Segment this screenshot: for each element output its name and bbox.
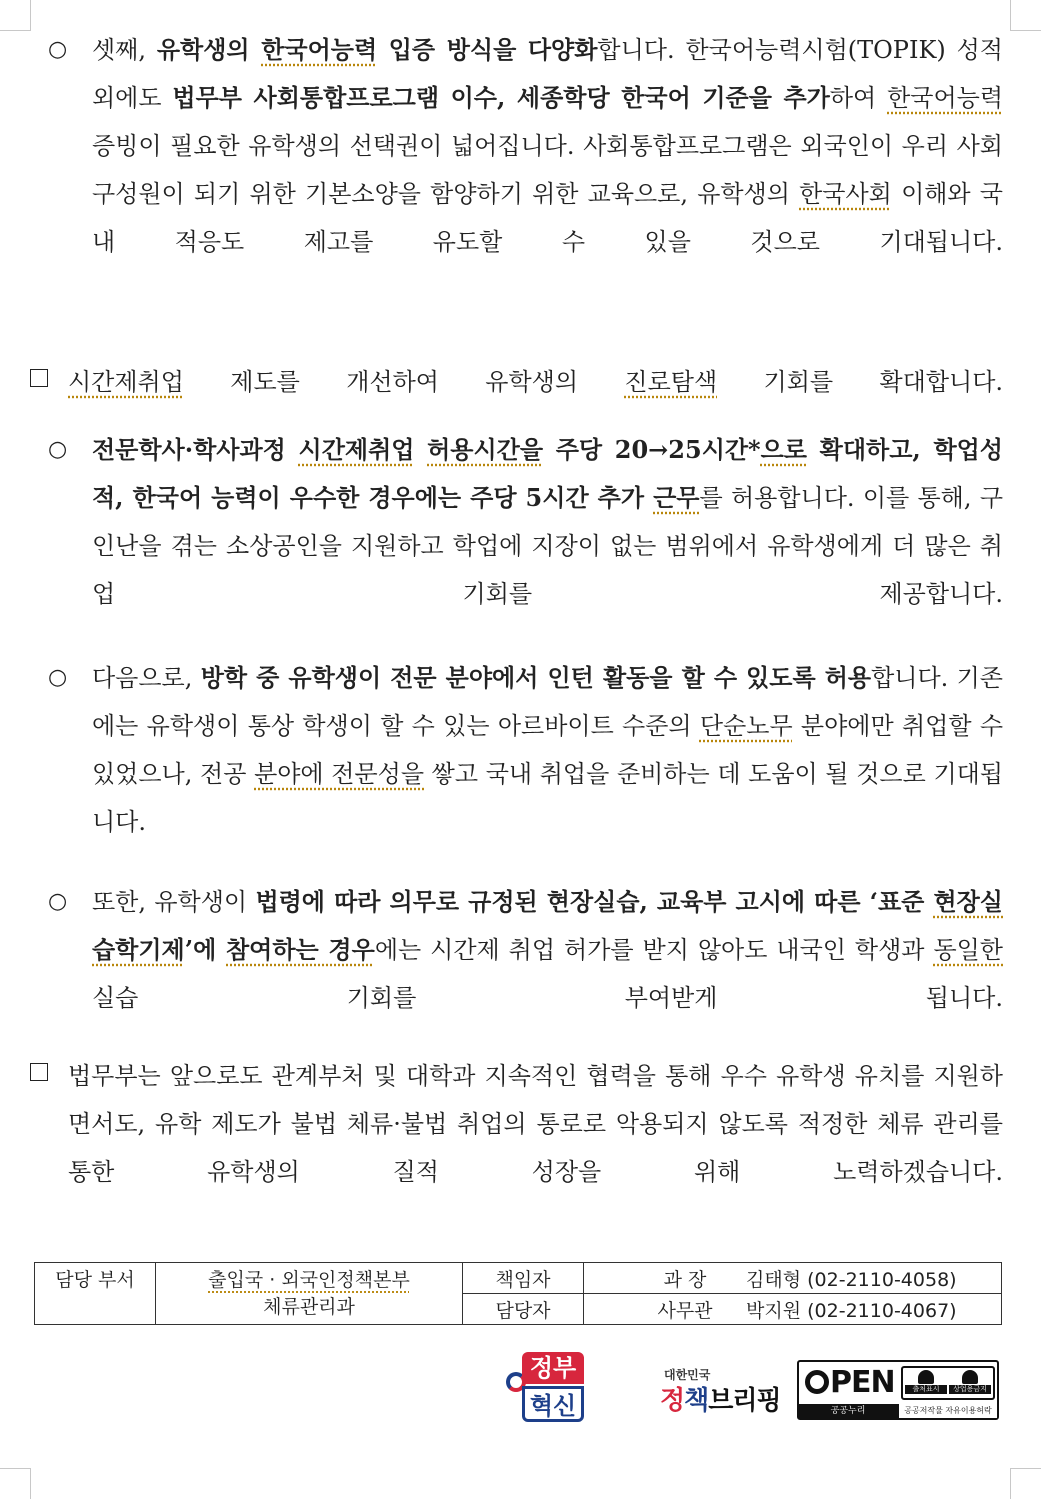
circle-bullet-icon: ○ [48,889,68,914]
open-left-label: 공공누리 [799,1404,897,1418]
crop-mark-bottom-right [1010,1468,1041,1499]
policy-briefing-logo [660,1366,790,1426]
contact-table [34,1262,1002,1325]
government-innovation-logo [506,1350,588,1428]
briefing-main-text: 정책브리핑 [660,1386,781,1416]
crop-mark-top-left [0,0,31,31]
bullet-item-field-practice [48,878,1003,1070]
contact-person: 김태형 (02-2110-4058) [746,1268,957,1291]
square-bullet-icon [30,369,48,387]
paragraph-text: 또한, 유학생이 법령에 따라 의무로 규정된 현장실습, 교육부 고시에 따른 ‘표준 현장실습학기제’에 참여하는 경우에는 시간제 취업 허가를 받지 않아도 내국인 학생과 동일한 실습 기회를 부여받게 됩니다. [92,887,1003,1012]
bullet-item-internship [48,654,1003,894]
contact-person: 박지원 (02-2110-4067) [746,1299,957,1322]
briefing-small-text: 대한민국 [664,1368,711,1382]
dept-label-cell: 담당 부서 [35,1263,156,1325]
contact-title: 과 장 [663,1268,707,1291]
closing-statement [30,1052,1003,1244]
dept-name-cell [156,1263,463,1325]
square-bullet-icon [30,1063,48,1081]
open-wordmark: PEN [805,1366,895,1400]
dept-line-1: 출입국 · 외국인정책본부 [208,1269,410,1291]
paragraph-text: 전문학사·학사과정 시간제취업 허용시간을 주당 20→25시간*으로 확대하고, 학업성적, 한국어 능력이 우수한 경우에는 주당 5시간 추가 근무를 허용합니다. 이를 통해, 구인난을 겪는 소상공인을 지원하고 학업에 지장이 없는 범위에서 유학생에게 더 많은 취업 기회를 제공합니다. [92,435,1003,608]
role-label-cell: 담당자 [463,1294,584,1325]
circle-bullet-icon: ○ [48,437,68,462]
dept-line-2: 체류관리과 [263,1296,355,1318]
closing-text: 법무부는 앞으로도 관계부처 및 대학과 지속적인 협력을 통해 우수 유학생 유치를 지원하면서도, 유학 제도가 불법 체류·불법 취업의 통로로 악용되지 않도록 적정한 체류 관리를 통한 유학생의 질적 성장을 위해 노력하겠습니다. [68,1062,1003,1186]
license-icons [901,1366,995,1400]
gov-logo-top-text: 정부 [522,1352,584,1384]
paragraph-text: 셋째, 유학생의 한국어능력 입증 방식을 다양화합니다. 한국어능력시험(TOPIK) 성적 외에도 법무부 사회통합프로그램 이수, 세종학당 한국어 기준을 추가하여 한국어능력 증빙이 필요한 유학생의 선택권이 넓어집니다. 사회통합프로그램은 외국인이 우리 사회 구성원이 되기 위한 기본소양을 함양하기 위한 교육으로, 유학생의 한국사회 이해와 국내 적응도 제고를 유도할 수 있을 것으로 기대됩니다. [92,35,1003,256]
circle-bullet-icon: ○ [48,665,68,690]
gov-logo-bottom-text: 혁신 [522,1386,584,1422]
role-label-cell: 책임자 [463,1263,584,1294]
contact-title: 사무관 [657,1299,713,1322]
circle-bullet-icon: ○ [48,37,68,62]
non-commercial-icon: 상업용금지 [949,1370,991,1396]
open-right-label: 공공저작물 자유이용허락 [897,1404,997,1418]
contact-person-cell [584,1263,1002,1294]
bullet-item-language-proof [48,26,1003,314]
open-license-logo [797,1360,999,1420]
contact-person-cell [584,1294,1002,1325]
bullet-item-work-hours [48,426,1003,666]
open-o-icon [805,1370,829,1394]
crop-mark-top-right [1010,0,1041,31]
crop-mark-bottom-left [0,1468,31,1499]
attribution-icon: 출처표시 [905,1370,947,1396]
heading-text: 시간제취업 제도를 개선하여 유학생의 진로탐색 기회를 확대합니다. [68,368,1004,396]
paragraph-text: 다음으로, 방학 중 유학생이 전문 분야에서 인턴 활동을 할 수 있도록 허용합니다. 기존에는 유학생이 통상 학생이 할 수 있는 아르바이트 수준의 단순노무 분야에만 취업할 수 있었으나, 전공 분야에 전문성을 쌓고 국내 취업을 준비하는 데 도움이 될 것으로 기대됩니다. [92,663,1003,836]
